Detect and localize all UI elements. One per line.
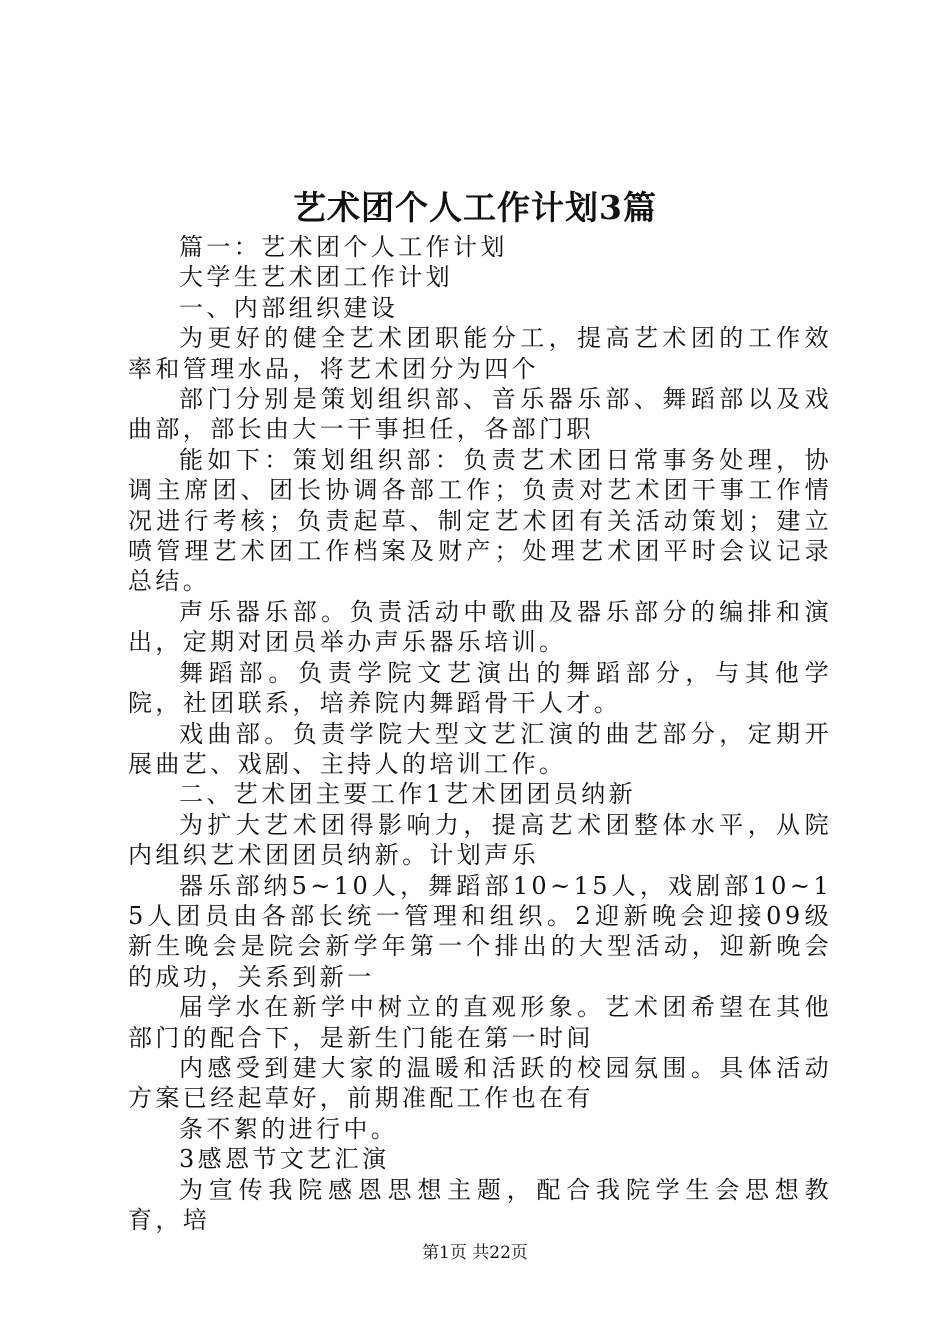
paragraph: 内感受到建大家的温暖和活跃的校园氛围。具体活动方案已经起草好，前期准配工作也在有 [128, 1053, 832, 1113]
paragraph: 一、内部组织建设 [179, 293, 399, 322]
paragraph: 能如下：策划组织部：负责艺术团日常事务处理，协调主席团、团长协调各部工作；负责对艺术团干事工作情况进行考核；负责起草、制定艺术团有关活动策划；建立喷管理艺术团工作档案及财产；处理艺术团平时会议记录总结。 [128, 445, 832, 596]
paragraph: 器乐部纳5~10人，舞蹈部10~15人，戏剧部10~15人团员由各部长统一管理和组织。2迎新晚会迎接09级新生晚会是院会新学年第一个排出的大型活动，迎新晚会的成功，关系到新一 [128, 871, 832, 991]
paragraph: 大学生艺术团工作计划 [179, 263, 453, 292]
paragraph: 篇一：艺术团个人工作计划 [179, 233, 508, 261]
paragraph: 条不絮的进行中。 [179, 1114, 399, 1143]
document-title: 艺术团个人工作计划3篇 [293, 188, 657, 227]
document-body [128, 232, 832, 1235]
paragraph: 部门分别是策划组织部、音乐器乐部、舞蹈部以及戏曲部，部长由大一干事担任，各部门职 [128, 385, 832, 444]
paragraph: 二、艺术团主要工作1艺术团团员纳新 [179, 780, 637, 809]
paragraph: 声乐器乐部。负责活动中歌曲及器乐部分的编排和演出，定期对团员举办声乐器乐培训。 [128, 597, 832, 657]
paragraph: 为扩大艺术团得影响力，提高艺术团整体水平，从院内组织艺术团团员纳新。计划声乐 [128, 810, 832, 870]
paragraph: 3感恩节文艺汇演 [179, 1145, 390, 1174]
paragraph: 届学水在新学中树立的直观形象。艺术团希望在其他部门的配合下，是新生门能在第一时间 [128, 993, 832, 1052]
paragraph: 为更好的健全艺术团职能分工，提高艺术团的工作效率和管理水品，将艺术团分为四个 [128, 324, 832, 383]
page-number-footer: 第1页 共22页 [422, 1243, 528, 1263]
paragraph: 舞蹈部。负责学院文艺演出的舞蹈部分，与其他学院，社团联系，培养院内舞蹈骨干人才。 [128, 658, 832, 718]
paragraph: 为宣传我院感恩思想主题，配合我院学生会思想教育，培 [128, 1175, 832, 1234]
paragraph: 戏曲部。负责学院大型文艺汇演的曲艺部分，定期开展曲艺、戏剧、主持人的培训工作。 [128, 719, 832, 778]
